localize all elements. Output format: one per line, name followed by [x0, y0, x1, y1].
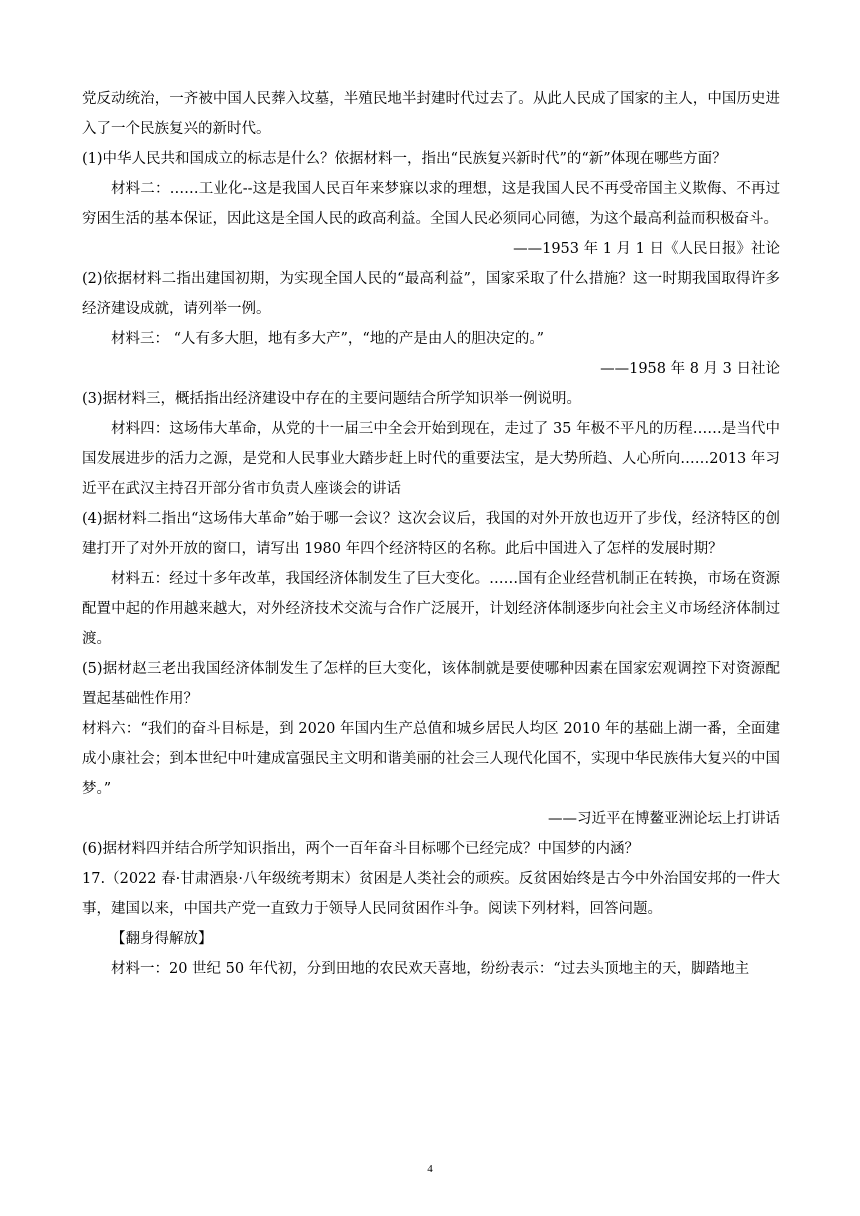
- question-1: (1)中华人民共和国成立的标志是什么？依据材料一，指出“民族复兴新时代”的“新”体现在哪些方面？: [82, 151, 727, 167]
- material-three: 材料三： “人有多大胆，地有多大产”，“地的产是由人的胆决定的。”: [111, 331, 545, 347]
- material-three-source: ——1958 年 8 月 3 日社论: [600, 361, 780, 377]
- material-four: 材料四：这场伟大革命，从党的十一届三中全会开始到现在，走过了 35 年极不平凡的历程……是当代中国发展进步的活力之源，是党和人民事业大踏步赶上时代的重要法宝，是大势所趋、人心所向……2013 年习近平在武汉主持召开部分省市负责人座谈会的讲话: [82, 421, 780, 497]
- section-heading: 【翻身得解放】: [111, 931, 213, 947]
- question-17-intro: 17.（2022 春·甘肃酒泉·八年级统考期末）贫困是人类社会的顽疾。反贫困始终是古今中外治国安邦的一件大事，建国以来，中国共产党一直致力于领导人民同贫困作斗争。阅读下列材料，回答问题。: [82, 871, 780, 917]
- question-5: (5)据材赵三老出我国经济体制发生了怎样的巨大变化，该体制就是要使哪种因素在国家宏观调控下对资源配置起基础性作用？: [82, 661, 780, 707]
- material-two: 材料二：……工业化--这是我国人民百年来梦寐以求的理想，这是我国人民不再受帝国主义欺侮、不再过穷困生活的基本保证，因此这是全国人民的政高利益。全国人民必须同心同德，为这个最高利益而积极奋斗。: [82, 181, 780, 227]
- question-4: (4)据材料二指出“这场伟大革命”始于哪一会议？这次会议后，我国的对外开放也迈开了步伐，经济特区的创建打开了对外开放的窗口，请写出 1980 年四个经济特区的名称。此后中国进入了怎样的发展时期？: [82, 511, 780, 557]
- question-2: (2)依据材料二指出建国初期，为实现全国人民的“最高利益”，国家采取了什么措施？这一时期我国取得许多经济建设成就，请列举一例。: [82, 271, 780, 317]
- material-two-source: ——1953 年 1 月 1 日《人民日报》社论: [513, 241, 780, 257]
- page-number: 4: [427, 1163, 433, 1175]
- question-6: (6)据材料四并结合所学知识指出，两个一百年奋斗目标哪个已经完成？中国梦的内涵？: [82, 841, 640, 857]
- material-six: 材料六：“我们的奋斗目标是，到 2020 年国内生产总值和城乡居民人均区 2010 年的基础上湖一番，全面建成小康社会；到本世纪中叶建成富强民主文明和谐美丽的社会三人现代化国不，实现中华民族伟大复兴的中国梦。”: [82, 721, 780, 797]
- material-six-source: ——习近平在博鳌亚洲论坛上打讲话: [548, 811, 780, 827]
- paragraph-material-one-end: 党反动统治，一齐被中国人民葬入坟墓，半殖民地半封建时代过去了。从此人民成了国家的主人，中国历史进入了一个民族复兴的新时代。: [82, 91, 780, 137]
- material-one-part-b: 材料一：20 世纪 50 年代初，分到田地的农民欢天喜地，纷纷表示：“过去头顶地主的天，脚踏地主: [111, 961, 750, 977]
- question-3: (3)据材料三，概括指出经济建设中存在的主要问题结合所学知识举一例说明。: [82, 391, 582, 407]
- document-body: [82, 84, 780, 984]
- material-five: 材料五：经过十多年改革，我国经济体制发生了巨大变化。……国有企业经营机制正在转换，市场在资源配置中起的作用越来越大，对外经济技术交流与合作广泛展开，计划经济体制逐步向社会主义市场经济体制过渡。: [82, 571, 780, 647]
